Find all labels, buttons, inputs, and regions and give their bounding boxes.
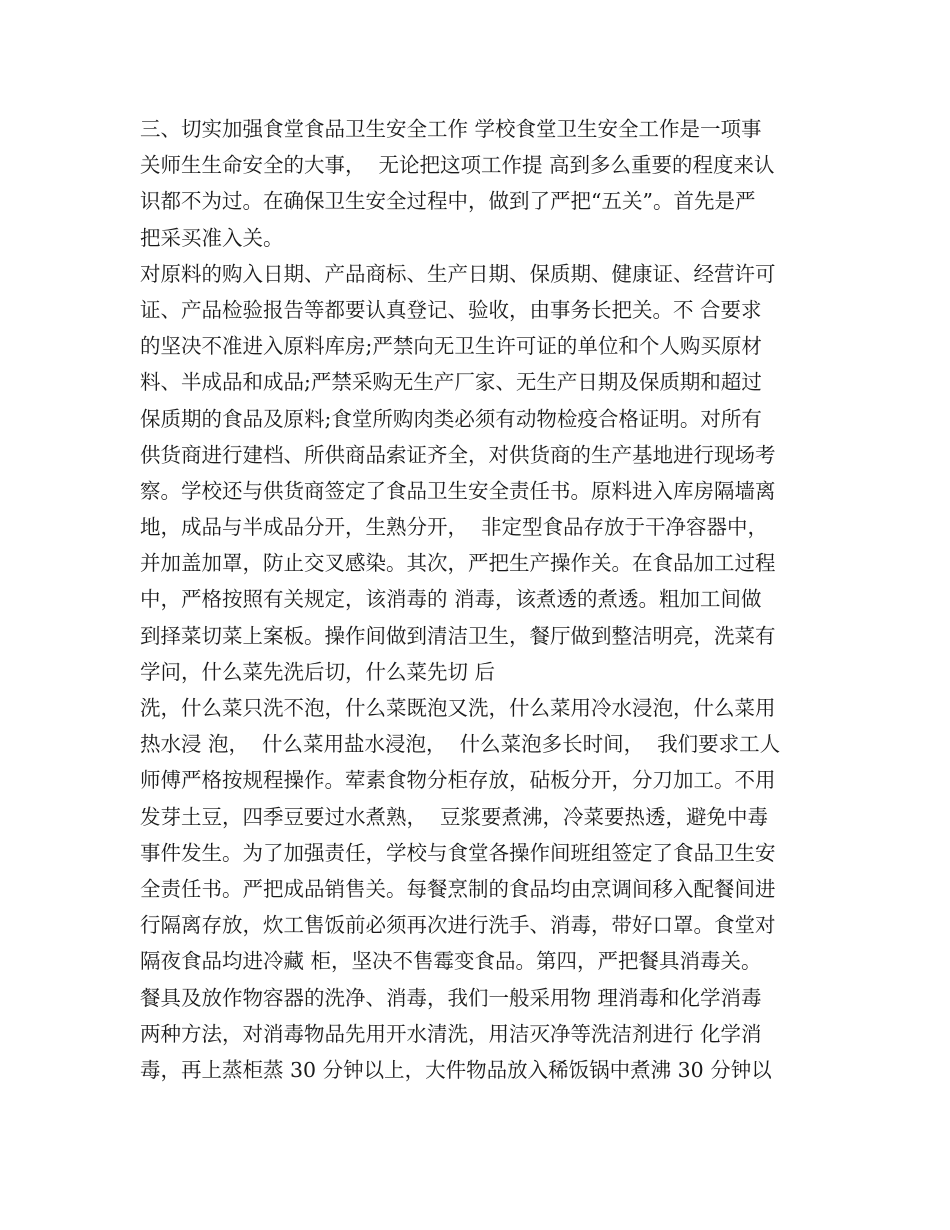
- text-line: 中，严格按照有关规定，该消毒的 消毒，该煮透的煮透。粗加工间做: [140, 587, 762, 612]
- text-line: 三、切实加强食堂食品卫生安全工作 学校食堂卫生安全工作是一项事: [140, 117, 762, 141]
- text-line: 隔夜食品均进冷藏 柜，坚决不售霉变食品。第四，严把餐具消毒关。: [140, 949, 762, 974]
- text-line: 毒，再上蒸柜蒸 30 分钟以上，大件物品放入稀饭锅中煮沸 30 分钟以: [140, 1057, 772, 1082]
- text-line: 对原料的购入日期、产品商标、生产日期、保质期、健康证、经营许可: [140, 261, 776, 286]
- text-line: 地，成品与半成品分开，生熟分开， 非定型食品存放于干净容器中，: [140, 515, 769, 540]
- text-line: 学问，什么菜先洗后切，什么菜先切 后: [140, 659, 496, 684]
- text-line: 的坚决不准进入原料库房;严禁向无卫生许可证的单位和个人购买原材: [140, 334, 762, 359]
- text-line: 两种方法，对消毒物品先用开水清洗，用洁灭净等洗洁剂进行 化学消: [140, 1021, 762, 1046]
- text-line: 证、产品检验报告等都要认真登记、验收，由事务长把关。不 合要求: [140, 297, 762, 322]
- text-line: 行隔离存放，炊工售饭前必须再次进行洗手、消毒，带好口罩。食堂对: [140, 913, 776, 938]
- text-line: 识都不为过。在确保卫生安全过程中，做到了严把“五关”。首先是严: [140, 189, 756, 214]
- text-line: 把采买准入关。: [140, 225, 284, 250]
- body-text: [140, 111, 820, 1088]
- text-line: 全责任书。严把成品销售关。每餐烹制的食品均由烹调间移入配餐间进: [140, 876, 776, 901]
- text-line: 关师生生命安全的大事， 无论把这项工作提 高到多么重要的程度来认: [140, 153, 775, 178]
- text-line: 事件发生。为了加强责任，学校与食堂各操作间班组签定了食品卫生安: [140, 840, 776, 865]
- text-line: 发芽土豆，四季豆要过水煮熟， 豆浆要煮沸，冷菜要热透，避免中毒: [140, 804, 769, 829]
- text-line: 料、半成品和成品;严禁采购无生产厂家、无生产日期及保质期和超过: [140, 370, 762, 395]
- text-line: 热水浸 泡， 什么菜用盐水浸泡， 什么菜泡多长时间， 我们要求工人: [140, 732, 781, 757]
- text-line: 餐具及放作物容器的洗净、消毒，我们一般采用物 理消毒和化学消毒: [140, 985, 762, 1010]
- text-line: 并加盖加罩，防止交叉感染。其次，严把生产操作关。在食品加工过程: [140, 551, 776, 576]
- text-line: 供货商进行建档、所供商品索证齐全，对供货商的生产基地进行现场考: [140, 442, 776, 467]
- text-line: 师傅严格按规程操作。荤素食物分柜存放，砧板分开，分刀加工。不用: [140, 768, 776, 793]
- text-line: 洗，什么菜只洗不泡，什么菜既泡又洗，什么菜用冷水浸泡，什么菜用: [140, 696, 776, 720]
- text-line: 保质期的食品及原料;食堂所购肉类必须有动物检疫合格证明。对所有: [140, 406, 762, 431]
- text-line: 到择菜切菜上案板。操作间做到清洁卫生，餐厅做到整洁明亮，洗菜有: [140, 623, 776, 648]
- text-line: 察。学校还与供货商签定了食品卫生安全责任书。原料进入库房隔墙离: [140, 478, 776, 503]
